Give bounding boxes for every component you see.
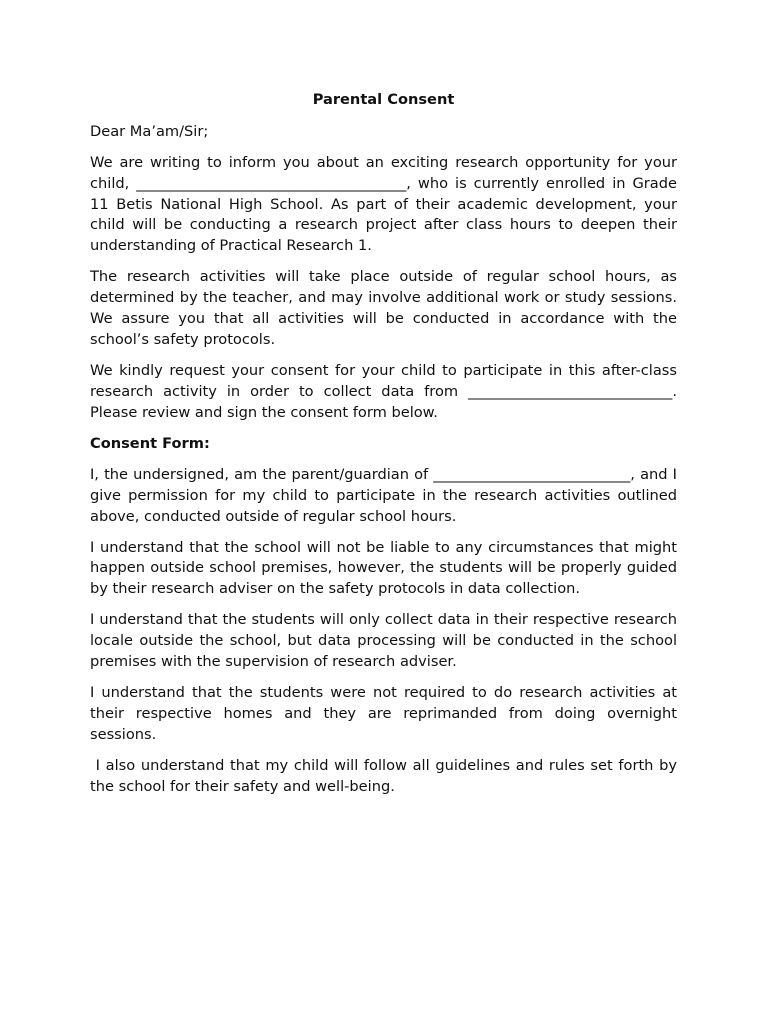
liability-paragraph: I understand that the school will not be liable to any circumstances that might happen outside school premises, however, the students will be properly guided by their research adviser on the safety protocols in data collection.: [90, 538, 677, 598]
salutation: Dear Ma’am/Sir;: [90, 122, 209, 140]
document-body: [90, 90, 677, 808]
guidelines-paragraph: I also understand that my child will follow all guidelines and rules set forth by the school for their safety and well-being.: [90, 757, 677, 795]
consent-statement-paragraph: I, the undersigned, am the parent/guardian of ___________________________, and I give permission for my child to participate in the research activities outlined above, conducted outside of regular school hours.: [90, 465, 677, 525]
request-paragraph: We kindly request your consent for your child to participate in this after-class research activity in order to collect data from ____________________________. Please review and sign the consent form below.: [90, 361, 677, 421]
home-activities-paragraph: I understand that the students were not required to do research activities at their respective homes and they are reprimanded from doing overnight sessions.: [90, 684, 677, 743]
document-title: Parental Consent: [312, 91, 455, 108]
consent-form-heading: Consent Form:: [90, 434, 210, 452]
data-collection-paragraph: I understand that the students will only collect data in their respective research locale outside the school, but data processing will be conducted in the school premises with the supervision of research adviser.: [90, 611, 677, 671]
intro-paragraph: We are writing to inform you about an exciting research opportunity for your child, _____________________________________, who is currently enrolled in Grade 11 Betis National High School. As part of their academic development, your child will be conducting a research project after class hours to deepen their understanding of Practical Research 1.: [90, 153, 677, 255]
schedule-paragraph: The research activities will take place outside of regular school hours, as determined by the teacher, and may involve additional work or study sessions. We assure you that all activities will be conducted in accordance with the school’s safety protocols.: [90, 268, 677, 348]
